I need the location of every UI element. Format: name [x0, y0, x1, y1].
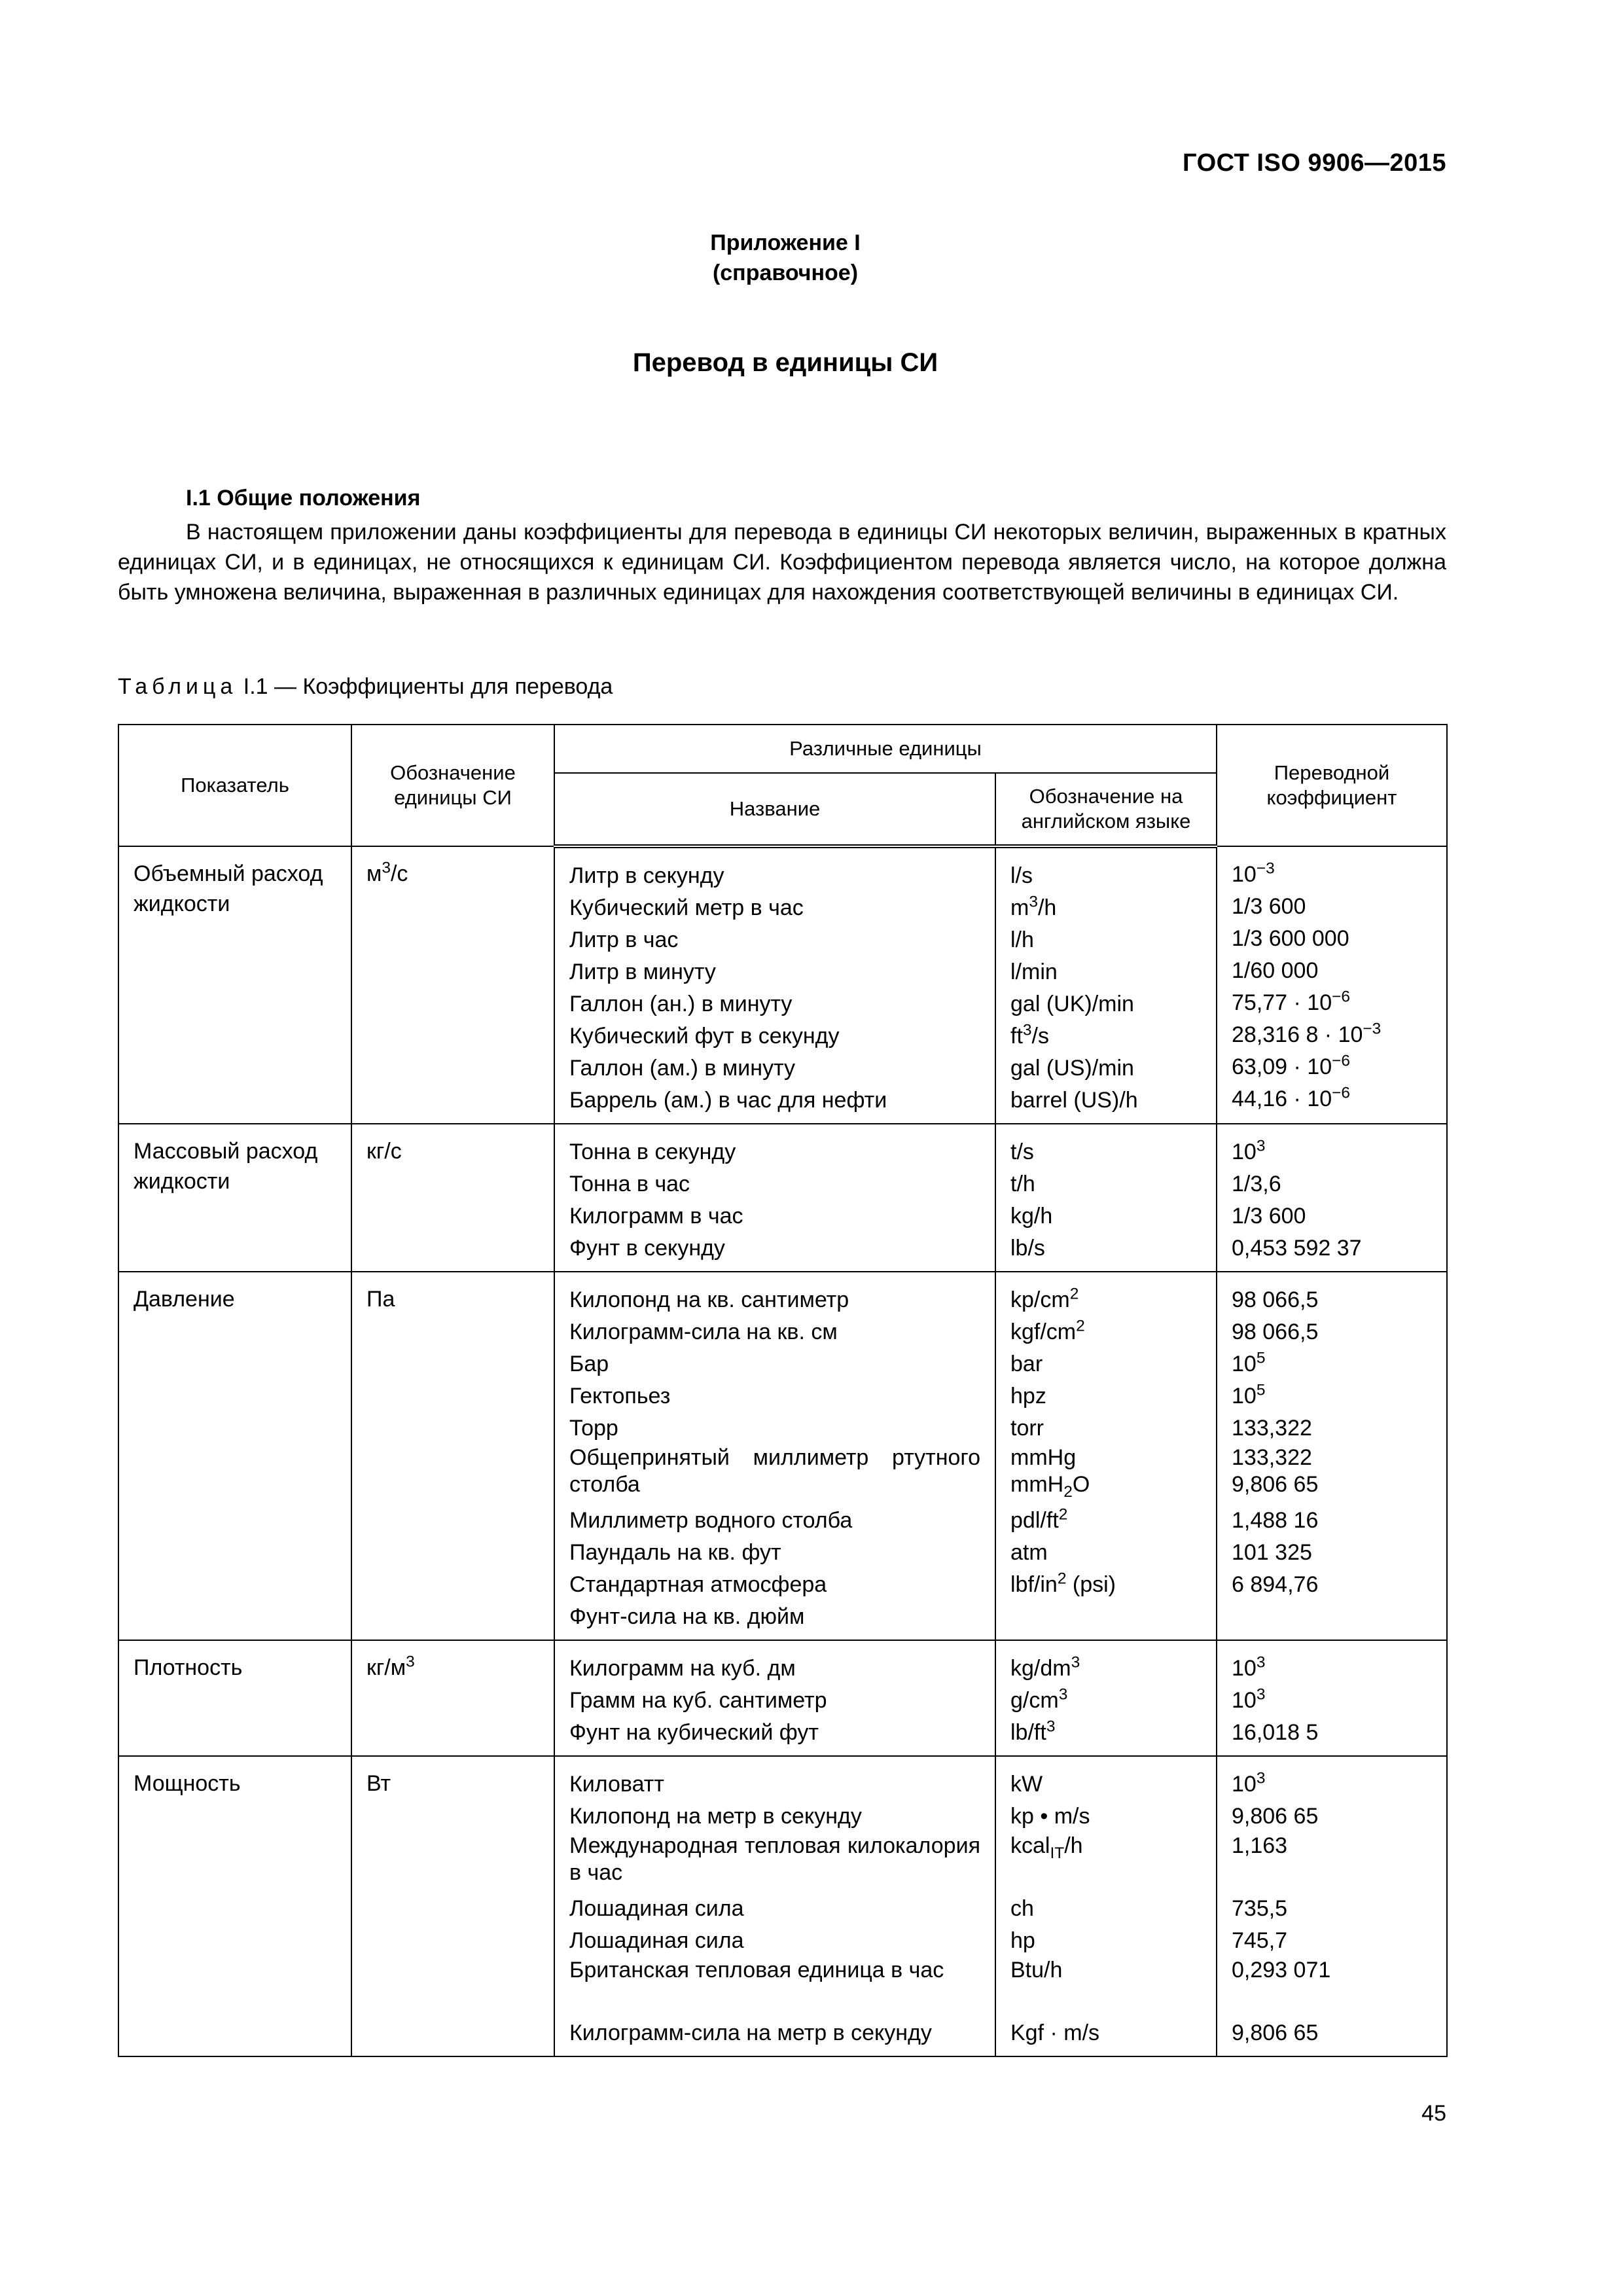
english-symbol: kg/h [1010, 1204, 1053, 1229]
english-symbol: torr [1010, 1416, 1044, 1441]
conversion-factor: 6 894,76 [1232, 1572, 1319, 1597]
header-indicator: Показатель [118, 725, 351, 846]
unit-name-cell [554, 846, 995, 1124]
conversion-factor: 735,5 [1232, 1896, 1288, 1921]
unit-name-cell [554, 1124, 995, 1272]
si-unit-cell: $кг/м^3$ [351, 1640, 554, 1756]
table-row [118, 1640, 1447, 1756]
conversion-factor: $75,77 \cdot 10^{-6}$ [1232, 988, 1351, 1015]
conversion-factor: 1,163 [1232, 1833, 1288, 1858]
unit-name: Киловатт [569, 1772, 664, 1797]
conversion-factor: 9,806 65 [1232, 1804, 1319, 1829]
page-title: Перевод в единицы СИ [632, 348, 938, 377]
conversion-factor: 28,316 $8 \cdot 10^{-3}$ [1232, 1020, 1382, 1047]
unit-name: Литр в минуту [569, 960, 716, 984]
table-caption-label: Таблица [118, 674, 238, 699]
unit-name: Паундаль на кв. фут [569, 1540, 781, 1565]
conversion-factor: 745,7 [1232, 1928, 1288, 1953]
header-si-unit: Обозначение единицы СИ [351, 725, 554, 846]
conversion-factor: 9,806 65 [1232, 2020, 1319, 2045]
conversion-factor: 1,488 16 [1232, 1508, 1319, 1533]
unit-name: Килограмм-сила на кв. см [569, 1319, 838, 1344]
unit-name: Торр [569, 1416, 618, 1441]
english-symbol-cell [995, 1272, 1217, 1640]
conversion-factor: 1/3,6 [1232, 1172, 1281, 1196]
english-symbol: lb/s [1010, 1236, 1045, 1261]
unit-name: Международная тепловая килокалория в час [569, 1833, 980, 1885]
unit-name: Килограмм-сила на метр в секунду [569, 2020, 932, 2045]
conversion-factor: $10^3$ [1232, 1653, 1266, 1681]
english-symbol: hp [1010, 1928, 1035, 1953]
unit-name: Фунт на кубический фут [569, 1720, 819, 1745]
page-number: 45 [1421, 2101, 1446, 2126]
unit-name: Общепринятый миллиметр ртутного столба [569, 1445, 980, 1497]
conversion-factor: $10^{-3}$ [1232, 859, 1275, 887]
unit-name: Британская тепловая единица в час [569, 1958, 944, 1982]
english-symbol: t/s [1010, 1139, 1034, 1164]
english-symbol: mmHg mmH$_2$O [1010, 1445, 1090, 1501]
conversion-factor: 101 325 [1232, 1540, 1312, 1565]
english-symbol: $ft^3/s$ [1010, 1021, 1049, 1049]
conversion-factor: $63,09 \cdot 10^{-6}$ [1232, 1052, 1351, 1079]
english-symbol-cell [995, 1756, 1217, 2056]
conversion-factor: 16,018 5 [1232, 1720, 1319, 1745]
header-various-units: Различные единицы [554, 725, 1217, 773]
conversion-factor-cell [1217, 1756, 1447, 2056]
unit-name: Фунт-сила на кв. дюйм [569, 1604, 805, 1629]
unit-name: Литр в час [569, 927, 679, 952]
si-unit-cell: Па [351, 1272, 554, 1640]
english-symbol [1010, 1601, 1202, 1633]
english-symbol: l/s [1010, 863, 1033, 888]
english-symbol: kgf/$cm^2$ [1010, 1317, 1085, 1344]
conversion-factor: 1/3 600 [1232, 894, 1306, 919]
conversion-factor: $10^3$ [1232, 1137, 1266, 1164]
header-name: Название [554, 773, 995, 846]
english-symbol: $kg/dm^3$ [1010, 1653, 1080, 1681]
unit-name: Лошадиная сила [569, 1928, 744, 1953]
conversion-factor: $44,16 \cdot 10^{-6}$ [1232, 1084, 1351, 1111]
english-symbol-cell [995, 1640, 1217, 1756]
english-symbol: Btu/h [1010, 1958, 1063, 1982]
english-symbol: Kgf · m/s [1010, 2020, 1100, 2045]
header-english: Обозначение на английском языке [995, 773, 1217, 846]
english-symbol: pdl/$ft^2$ [1010, 1505, 1068, 1533]
indicator-cell: Объемный расход жидкости [118, 846, 351, 1124]
conversion-factor-cell [1217, 846, 1447, 1124]
conversion-factor: 0,293 071 [1232, 1958, 1331, 1982]
conversion-factor: 1/60 000 [1232, 958, 1319, 983]
unit-name: Фунт в секунду [569, 1236, 725, 1261]
english-symbol: ch [1010, 1896, 1034, 1921]
indicator-cell: Мощность [118, 1756, 351, 2056]
header-factor: Переводной коэффициент [1217, 725, 1447, 846]
conversion-factor: $10^3$ [1232, 1685, 1266, 1713]
english-symbol: barrel (US)/h [1010, 1088, 1138, 1113]
english-symbol: $m^3/h$ [1010, 893, 1057, 920]
unit-name: Килограмм в час [569, 1204, 743, 1229]
english-symbol: kW [1010, 1772, 1043, 1797]
english-symbol: l/min [1010, 960, 1058, 984]
english-symbol-cell [995, 846, 1217, 1124]
english-symbol: kp • m/s [1010, 1804, 1090, 1829]
conversion-factor: $10^3$ [1232, 1769, 1266, 1797]
english-symbol: lbf/$in^2$ (psi) [1010, 1570, 1116, 1597]
conversion-factor: 1/3 600 [1232, 1204, 1306, 1229]
unit-name: Миллиметр водного столба [569, 1508, 853, 1533]
unit-name-cell [554, 1640, 995, 1756]
english-symbol: t/h [1010, 1172, 1035, 1196]
indicator-cell: Массовый расход жидкости [118, 1124, 351, 1272]
indicator-cell: Плотность [118, 1640, 351, 1756]
unit-name: Галлон (ан.) в минуту [569, 992, 793, 1016]
appendix-heading [0, 228, 1571, 288]
unit-name: Баррель (ам.) в час для нефти [569, 1088, 887, 1113]
table-row [118, 846, 1447, 1124]
unit-name: Килопонд на метр в секунду [569, 1804, 862, 1829]
unit-name: Тонна в секунду [569, 1139, 736, 1164]
unit-name: Кубический фут в секунду [569, 1024, 840, 1049]
table-header [118, 725, 1447, 846]
table-caption [118, 674, 613, 700]
unit-name: Килограмм на куб. дм [569, 1656, 796, 1681]
indicator-cell: Давление [118, 1272, 351, 1640]
unit-name: Тонна в час [569, 1172, 690, 1196]
si-unit-cell: кг/с [351, 1124, 554, 1272]
unit-name: Гектопьез [569, 1384, 671, 1408]
conversion-factor: 133,322 [1232, 1416, 1312, 1441]
si-unit-cell: Вт [351, 1756, 554, 2056]
unit-name: Литр в секунду [569, 863, 724, 888]
conversion-table [118, 724, 1448, 2057]
table-row [118, 1272, 1447, 1640]
conversion-factor: $10^5$ [1232, 1381, 1266, 1408]
english-symbol: gal (UK)/min [1010, 992, 1134, 1016]
document-code: ГОСТ ISO 9906—2015 [1183, 149, 1446, 177]
conversion-factor: 1/3 600 000 [1232, 926, 1349, 951]
table-caption-text: I.1 — Коэффициенты для перевода [243, 674, 613, 699]
english-symbol: hpz [1010, 1384, 1046, 1408]
english-symbol-cell [995, 1124, 1217, 1272]
english-symbol: $g/cm^3$ [1010, 1685, 1068, 1713]
conversion-factor-cell [1217, 1124, 1447, 1272]
conversion-factor: 0,453 592 37 [1232, 1236, 1362, 1261]
unit-name: Стандартная атмосфера [569, 1572, 827, 1597]
unit-name: Лошадиная сила [569, 1896, 744, 1921]
appendix-subtitle: (справочное) [712, 260, 859, 285]
unit-name-cell [554, 1272, 995, 1640]
intro-paragraph: В настоящем приложении даны коэффициенты для перевода в единицы СИ некоторых величин, выраженных в кратных единицах СИ, и в единицах, не относящихся к единицам СИ. Коэффициентом перевода является число, на которое должна быть умножена величина, выраженная в различных единицах для нахождения соответствующей величины в единицах СИ. [118, 520, 1446, 605]
unit-name: Бар [569, 1352, 609, 1376]
unit-name: Галлон (ам.) в минуту [569, 1056, 796, 1081]
conversion-factor: 133,322 9,806 65 [1232, 1445, 1319, 1497]
unit-name: Грамм на куб. сантиметр [569, 1688, 827, 1713]
english-symbol: $kp/cm^2$ [1010, 1285, 1079, 1312]
english-symbol: gal (US)/min [1010, 1056, 1134, 1081]
english-symbol: bar [1010, 1352, 1043, 1376]
conversion-factor-cell [1217, 1640, 1447, 1756]
conversion-factor [1232, 1601, 1432, 1633]
table-body [118, 846, 1447, 2056]
unit-name-cell [554, 1756, 995, 2056]
conversion-factor-cell [1217, 1272, 1447, 1640]
table-row [118, 1124, 1447, 1272]
english-symbol: atm [1010, 1540, 1048, 1565]
english-symbol: $lb/ft^3$ [1010, 1717, 1056, 1745]
conversion-factor: 98 066,5 [1232, 1287, 1319, 1312]
table-row [118, 1756, 1447, 2056]
unit-name: Кубический метр в час [569, 895, 804, 920]
english-symbol: kcal$_{IT}$/h [1010, 1833, 1083, 1862]
conversion-factor: 98 066,5 [1232, 1319, 1319, 1344]
appendix-title: Приложение I [710, 230, 861, 255]
si-unit-cell: $м^3/с$ [351, 846, 554, 1124]
unit-name: Килопонд на кв. сантиметр [569, 1287, 849, 1312]
english-symbol: l/h [1010, 927, 1034, 952]
conversion-factor: $10^5$ [1232, 1349, 1266, 1376]
section-heading: I.1 Общие положения [186, 486, 421, 511]
